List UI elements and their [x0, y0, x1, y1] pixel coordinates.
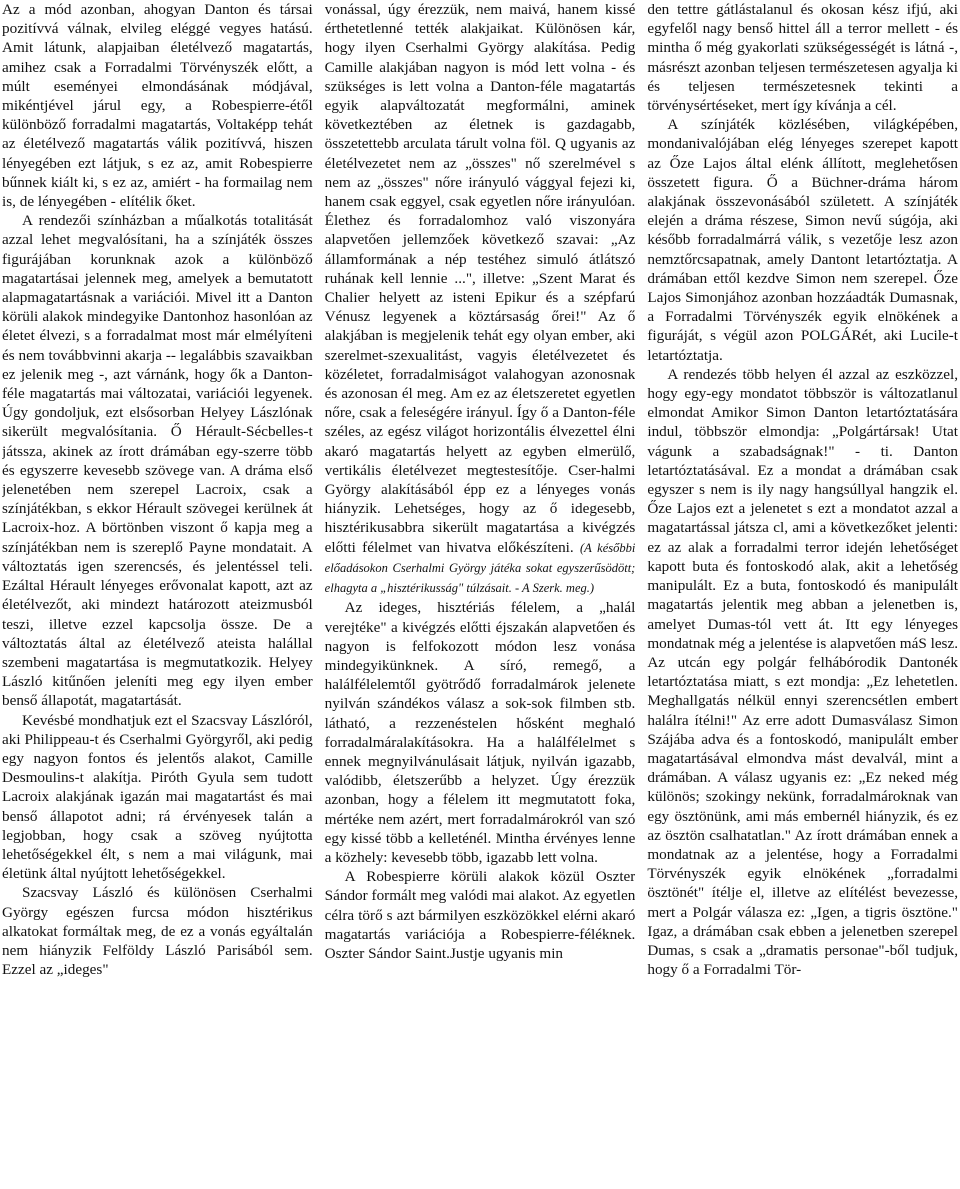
text-columns	[2, 0, 958, 1189]
column-3	[647, 0, 958, 1189]
paragraph: den tettre gátlástalanul és okosan kész ifjú, aki egyfelől nagy benső hittel áll a terror mellett - és mintha ő még gyakorlati szükségességét is látná -, másrészt azonban teljesen természetesen agyalja ki és teljesen természetesnek tekinti a törvénysértéseket, mert így kívánja a cél.	[647, 1, 958, 115]
paragraph: A színjáték közlésében, világképében, mondanivalójában elég lényeges szerepet kapott az Őze Lajos által elénk állított, meglehetősen összetett figura. Ő a Büchner-dráma három alakjának összevonásából született. A színjáték elején a dráma részese, Simon nevű súgója, aki később forradalmárrá válik, s vezetője lesz azon nemztőrcsapatnak, amely Dantont letartóztatja. A drámában ettől kezdve Simon nem szerepel. Őze Lajos Simonjához azonban hozzáadták Dumasnak, a Forradalmi Törvényszék egyik elnökének a figuráját, s végül azon POLGÁRét, aki Lucile-t letartóztatja.	[647, 116, 958, 364]
paragraph: A rendezés több helyen él azzal az eszközzel, hogy egy-egy mondatot többször is változatlanul elmondat Amikor Simon Danton letartóztatására indul, többször elmondja: „Polgártársak! Utat vágunk a szabadságnak!" - ti. Danton letartóztatásával. Ez a mondat a drámában csak egyszer s nem is ily nagy hangsúllyal hangzik el. Őze Lajos ezt a jelenetet s ezt a mondatot azzal a magatartással játsza cl, ami a következőket jelenti: ez az alak a forradalmi terror idején lehetőséget kapott buta és fontoskodó alak, akit a lehetőség manipulált. Ez a buta, fontoskodó és manipulált magatartás jelentik meg abban a jelenetben is, amelyet Dumas-tól vett át. Itt egy lényeges mondatnak még a jelentése is alapvetően máS lesz. Az utcán egy polgár felhábórodik Dantonék letartóztatása miatt, s ezt mondja: „Ez lehetetlen. Meghallgatás nélkül ennyi szerencsétlen embert halálra ítélni!" Az erre adott Dumasválasz Simon Szájába adva és a fontoskodó, manipulált ember magatartásával elmondva mást devalvál, mint a drámában. A válasz ugyanis ez: „Ez neked még különös; szokingy nekünk, forradalmároknak van egy ösztönünk, ami más embernél hiányzik, és ez az ösztön csalhatatlan." Az írott drámában ennek a mondatnak az a jelentése, hogy a Forradalmi Törvényszék egyik elnökének „forradalmi ösztönét" ítélje el, illetve az elítélést bevezesse, mert a Polgár válasza ez: „Igen, a tigris ösztöne." Igaz, a drámában csak ebben a jelenetben szerepel Dumas, s csak a „dramatis personae"-ből tudjuk, hogy ő a Forradalmi Tör-	[647, 365, 958, 979]
paragraph: Az a mód azonban, ahogyan Danton és társai pozitívvá válnak, elvileg eléggé vegyes hatású. Amit látunk, alapjaiban életélvező magatartás, amihez csak a Forradalmi Törvényszék előtt, a múlt eseményei elmondásának módjával, mikéntjével járul egy, a Robespierre-étől különböző forradalmi magatartás, Voltaképp tehát az életélvező magatartás válik pozitívvá, hiszen lényegében ezt látjuk, s ez az, amit Robespierre bűnnek kiált ki, s ez az, amiért - ha formailag nem is, de lényegében - elítélik őket.	[2, 1, 313, 211]
column-2	[325, 0, 636, 1189]
editor-note: (A későbbi előadásokon Cserhalmi György játéka sokat egyszerűsödött; elhagyta a „hisztérikusság" túlzásait. - A Szerk. meg.)	[324, 540, 636, 596]
paragraph: Szacsvay László és különösen Cserhalmi György egészen furcsa módon hisztérikus alkatokat formáltak meg, de ez a vonás egyáltalán nem hiányzik Felföldy László Parisából sem. Ezzel az „ideges"	[2, 884, 313, 979]
paragraph: A rendezői színházban a műalkotás totalitását azzal lehet megvalósítani, ha a színjáték összes figurájában korunknak azok a különböző magatartásai jelennek meg, amelyek a bemutatott alapmagatartásnak a variációi. Mivel itt a Danton körüli alakok mindegyike Dantonhoz hasonlóan az életet élvezi, s a forradalmat most már elmélyíteni és nem továbbvinni akarja -- legalábbis szavaikban ez jelenik meg -, azt várnánk, hogy ők a Danton-féle magatartás mai változatai, variációi legyenek. Úgy gondoljuk, ezt elsősorban Helyey Lászlónak sikerült megvalósítania. Ő Hérault-Sécbelles-t játssza, akinek az írott drámában egy-szerre több és egyszerre kevesebb szövege van. A dráma első jelenetében nem szerepel Lacroix, csak a színjátékban, s ekkor Hérault szövegei kerülnek át Lacroix-hoz. A börtönben viszont ő kapja meg a színjátékban nem is szereplő Payne mondatait. A változtatás igen szerencsés, és jelentéssel teli. Ezáltal Hérault lényeges erővonalat kapott, azt az életélvezőt, aki mindezt határozott ateizmusból teszi, illetve ezzel kapcsolja össze. De a változtatás által az életélvező ateista halállal szembeni magatartása is megmutatkozik. Helyey László kitűnően jeleníti meg egy ilyen ember benső állapotát, magatartását.	[2, 212, 313, 710]
paragraph: Kevésbé mondhatjuk ezt el Szacsvay Lászlóról, aki Philippeau-t és Cserhalmi Györgyről, aki pedig egy nagyon fontos és jelentős alakot, Camille Desmoulins-t alakítja. Piróth Gyula sem tudott Lacroix alakjának igazán mai magatartást és mai benső állapotot adni; rá érvényesek talán a legjobban, hogy csak a szöveg nyújtotta lehetőségekkel élt, s nem a mai világunk, mai életünk által nyújtott lehetőségekkel.	[2, 711, 313, 883]
paragraph	[325, 0, 636, 598]
paragraph-text: vonással, úgy érezzük, nem maivá, hanem kissé érthetetlenné tették alakjaikat. Különösen kár, hogy ilyen Cserhalmi György alakítása. Pedig Camille alakjában nagyon is mód lett volna - és szükséges is lett volna a Danton-féle magatartás egyik alapváltozatát megformálni, aminek következtében az életnek is gazdagabb, összetettebb arculata tárult volna föl. Q ugyanis az életélvezetet nem az „összes" nő szerelmével s nem az „összes" nőre irányuló vággyal fejezi ki, hanem csak eggyel, csak egyetlen nőre irányulóan. Élethez és forradalomhoz való viszonyára alapvetően jellemzőek következő szavai: „Az államformának a nép testéhez simuló átlátszó ruhának kell lennie ...", illetve: „Szent Marat és Chalier helyett az isteni Epikur és a szépfarú Vénusz legyenek a köztársaság őrei!" Az ő alakjában is megjelenik tehát egy olyan ember, aki szerelmet-szexualitást, vagyis életélvezetet és közéletet, forradalmiságot valahogyan azonosnak és azonosan él meg. Am ez az életszeretet egyetlen nőre, csak a feleségére irányul. Így ő a Danton-féle széles, az egész világot horizontális élvezettel élni akaró magatartás helyett az egyben elmerülő, vertikális életélvezet megtestesítője. Cser-halmi György alakításából épp ez a lényeges vonás hiányzik. Lehetséges, hogy az ő idegesebb, hisztérikusabbra sikerült magatartása a kivégzés előtti félelmet van hivatva előkészíteni.	[324, 1, 636, 556]
paragraph: A Robespierre körüli alakok közül Oszter Sándor formált meg valódi mai alakot. Az egyetlen célra törő s azt bármilyen eszközökkel elérni akaró magatartás variációja a Robespierre-féléknek. Oszter Sándor Saint.Justje ugyanis min	[324, 868, 636, 962]
column-1	[2, 0, 313, 1189]
paragraph: Az ideges, hisztériás félelem, a „halál verejtéke" a kivégzés előtti éjszakán alapvetően és nagyon is felfokozott módon lesz vonása mindegyikünknek. A síró, remegő, a halálfélelemtől gyötrődő forradalmárok jelenete nyilván szándékos válasz a sok-sok filmben stb. látható, a rezzenéstelen hősként meghaló forradalmáralakításokra. Ha a halálfélelmet s ennek megnyilvánulásait látjuk, nyilván igazabb, valódibb, életszerűbb a helyzet. Úgy érezzük azonban, hogy a félelem itt megmutatott foka, mértéke nem azért, mert forradalmárokról van szó egy kissé több a kelleténél. Mintha érvényes lenne a közhely: kevesebb több, igazabb lett volna.	[324, 599, 636, 866]
